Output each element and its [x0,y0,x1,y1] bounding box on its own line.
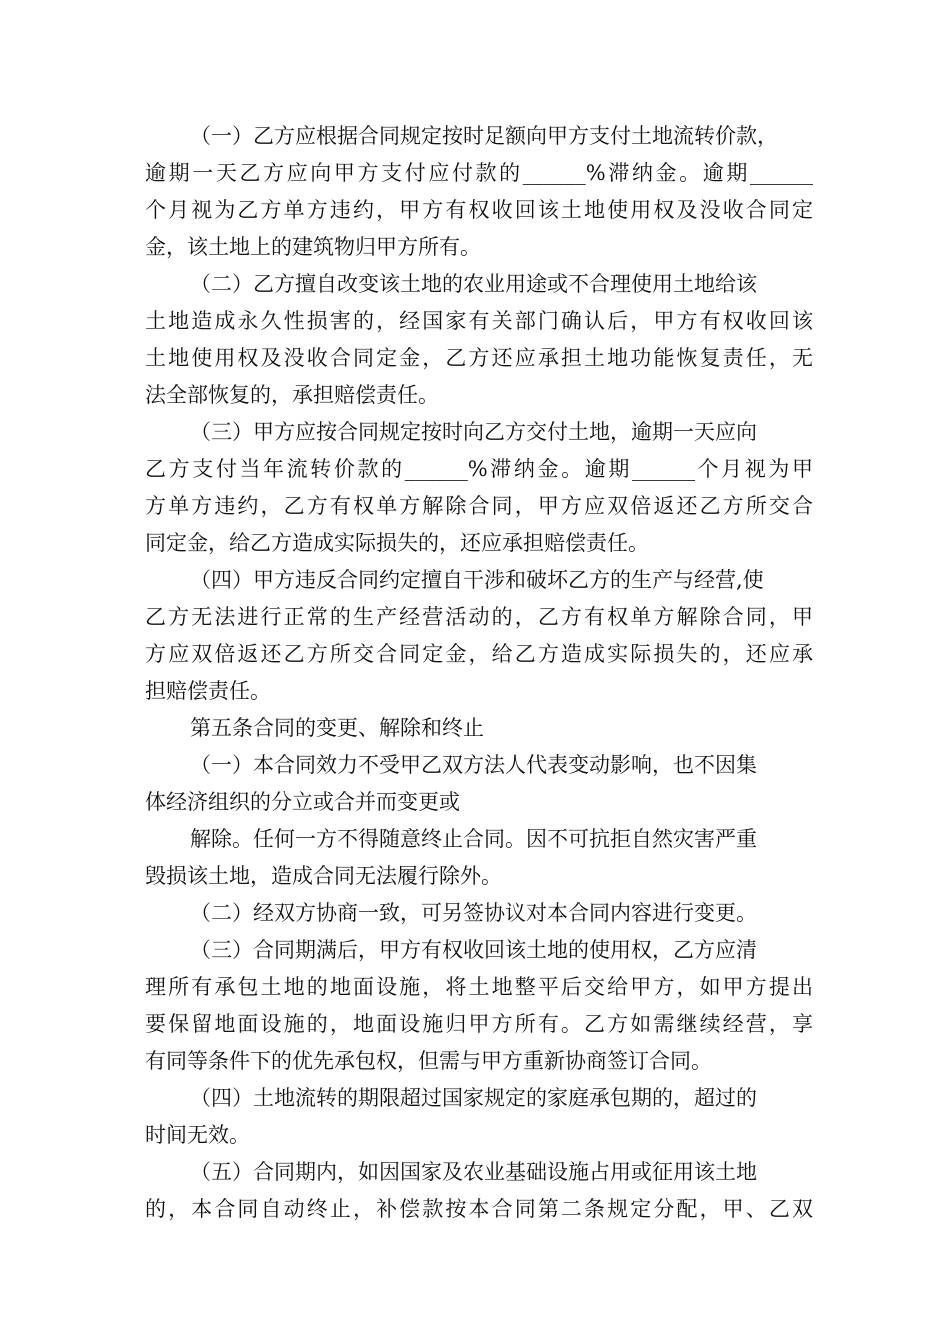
text-line: 有同等条件下的优先承包权，但需与甲方重新协商签订合同。 [145,1049,712,1073]
text-line: 毁损该土地，造成合同无法履行除外。 [145,864,502,888]
text-line: 土地使用权及没收合同定金，乙方还应承担土地功能恢复责任，无 [145,346,813,370]
text-line: 的，本合同自动终止，补偿款按本合同第二条规定分配，甲、乙双 [145,1197,813,1221]
text-line: 土地造成永久性损害的，经国家有关部门确认后，甲方有权收回该 [145,309,813,333]
text-line: 解除。任何一方不得随意终止合同。因不可抗拒自然灾害严重 [190,827,757,851]
text-line: 担赔偿责任。 [145,679,271,703]
text-line: （三）甲方应按合同规定按时向乙方交付土地，逾期一天应向 [190,420,757,444]
text-line: （二）经双方协商一致，可另签协议对本合同内容进行变更。 [190,901,757,925]
text-line: 法全部恢复的，承担赔偿责任。 [145,383,439,407]
text-line: 金，该土地上的建筑物归甲方所有。 [145,235,481,259]
text-line: 乙方支付当年流转价款的______%滞纳金。逾期______个月视为甲 [145,457,813,481]
text-line: （二）乙方擅自改变该土地的农业用途或不合理使用土地给该 [190,272,757,296]
text-line: 理所有承包土地的地面设施，将土地整平后交给甲方，如甲方提出 [145,975,813,999]
text-line: （三）合同期满后，甲方有权收回该土地的使用权，乙方应清 [190,938,757,962]
text-line: 体经济组织的分立或合并而变更或 [145,790,460,814]
text-line: 方应双倍返还乙方所交合同定金，给乙方造成实际损失的，还应承 [145,642,813,666]
text-line: （五）合同期内，如因国家及农业基础设施占用或征用该土地 [190,1160,757,1184]
text-line: 要保留地面设施的，地面设施归甲方所有。乙方如需继续经营，享 [145,1012,813,1036]
text-line: （一）本合同效力不受甲乙双方法人代表变动影响，也不因集 [190,753,757,777]
text-line: 乙方无法进行正常的生产经营活动的，乙方有权单方解除合同，甲 [145,605,813,629]
text-line: （四）甲方违反合同约定擅自干涉和破坏乙方的生产与经营,使 [190,568,764,592]
text-line: （一）乙方应根据合同规定按时足额向甲方支付土地流转价款， [190,124,778,148]
text-line: 同定金，给乙方造成实际损失的，还应承担赔偿责任。 [145,531,649,555]
text-line: 时间无效。 [145,1123,250,1147]
text-line: 个月视为乙方单方违约，甲方有权收回该土地使用权及没收合同定 [145,198,813,222]
text-line: （四）土地流转的期限超过国家规定的家庭承包期的，超过的 [190,1086,757,1110]
contract-text [145,118,813,1228]
text-line: 逾期一天乙方应向甲方支付应付款的______%滞纳金。逾期______ [145,161,813,185]
text-line: 方单方违约，乙方有权单方解除合同，甲方应双倍返还乙方所交合 [145,494,813,518]
section-heading: 第五条合同的变更、解除和终止 [190,716,484,740]
